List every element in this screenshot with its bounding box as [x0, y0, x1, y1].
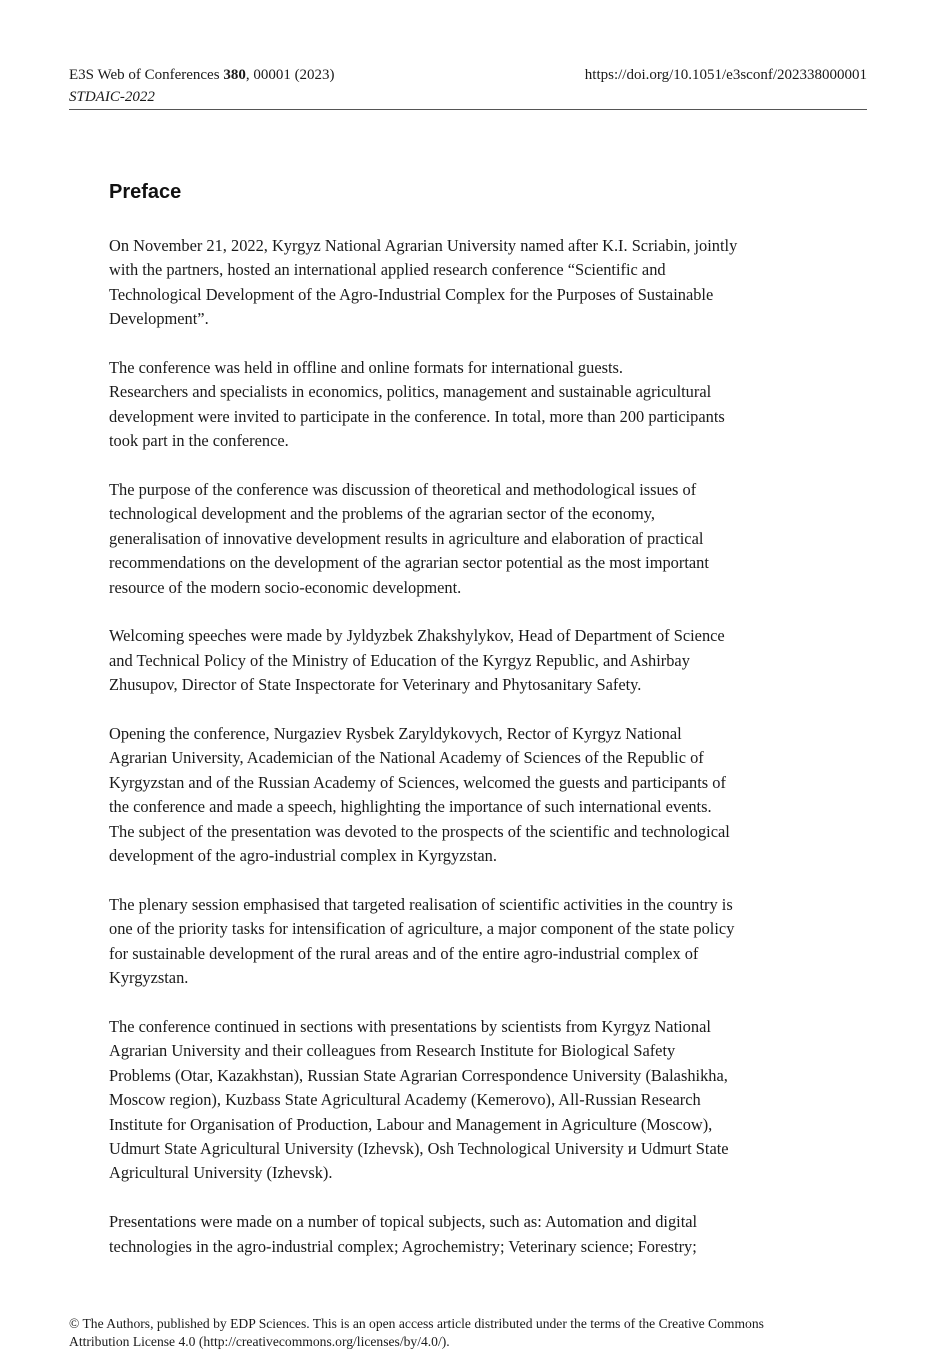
paragraph: On November 21, 2022, Kyrgyz National Agrarian University named after K.I. Scriabin, jointly with the partners, hosted an international applied research conference “Scientific and Technological Development of the Agro-Industrial Complex for the Purposes of Sustainable Development”.: [109, 236, 738, 329]
header-top-row: [69, 64, 867, 86]
paragraph: Presentations were made on a number of topical subjects, such as: Automation and digital technologies in the agro-industrial complex; Agrochemistry; Veterinary science; Forestry;: [109, 1212, 698, 1256]
journal-volume: 380: [223, 67, 246, 83]
paragraph: The conference continued in sections with presentations by scientists from Kyrgyz National Agrarian University and their colleagues from Research Institute for Biological Safety Problems (Otar, Kazakhstan), Russian State Agrarian Correspondence University (Balashikha, Moscow region), Kuzbass State Agricultural Academy (Kemerovo), All-Russian Research Institute for Organisation of Production, Labour and Management in Agriculture (Moscow), Udmurt State Agricultural University (Izhevsk), Osh Technological University и Udmurt State Agricultural University (Izhevsk).: [109, 1016, 729, 1183]
paragraph: Welcoming speeches were made by Jyldyzbek Zhakshylykov, Head of Department of Science and Technical Policy of the Ministry of Education of the Kyrgyz Republic, and Ashirbay Zhusupov, Director of State Inspectorate for Veterinary and Phytosanitary Safety.: [109, 626, 725, 695]
article-body: [109, 178, 824, 1283]
paragraph: The purpose of the conference was discussion of theoretical and methodological issues of technological development and the problems of the agrarian sector of the economy, generalisation of innovative development results in agriculture and elaboration of practical recommendations on the development of the agrarian sector potential as the most important resource of the modern socio-economic development.: [109, 480, 709, 597]
paragraph: The conference was held in offline and online formats for international guests. Researchers and specialists in economics, politics, management and sustainable agricultural development were invited to participate in the conference. In total, more than 200 participants took part in the conference.: [109, 358, 725, 451]
page-title: Preface: [109, 181, 182, 203]
page-header: [69, 64, 867, 108]
journal-name: E3S Web of Conferences: [69, 67, 224, 83]
header-divider: [69, 109, 867, 110]
journal-issue-year: , 00001 (2023): [245, 67, 335, 83]
paragraph: Opening the conference, Nurgaziev Rysbek Zaryldykovych, Rector of Kyrgyz National Agrarian University, Academician of the National Academy of Sciences of the Republic of Kyrgyzstan and of the Russian Academy of Sciences, welcomed the guests and participants of the conference and made a speech, highlighting the importance of such international events. The subject of the presentation was devoted to the prospects of the scientific and technological development of the agro-industrial complex in Kyrgyzstan.: [109, 724, 730, 866]
conference-series: STDAIC-2022: [69, 89, 155, 105]
doi-link[interactable]: https://doi.org/10.1051/e3sconf/202338000001: [584, 67, 867, 83]
paragraph: The plenary session emphasised that targeted realisation of scientific activities in the country is one of the priority tasks for intensification of agriculture, a major component of the state policy for sustainable development of the rural areas and of the entire agro-industrial complex of Kyrgyzstan.: [109, 894, 735, 988]
license-footer: © The Authors, published by EDP Sciences. This is an open access article distributed under the terms of the Creative Commons Attribution License 4.0 (http://creativecommons.org/licenses/by/4.0/).: [69, 1316, 764, 1349]
journal-citation: [69, 64, 335, 86]
